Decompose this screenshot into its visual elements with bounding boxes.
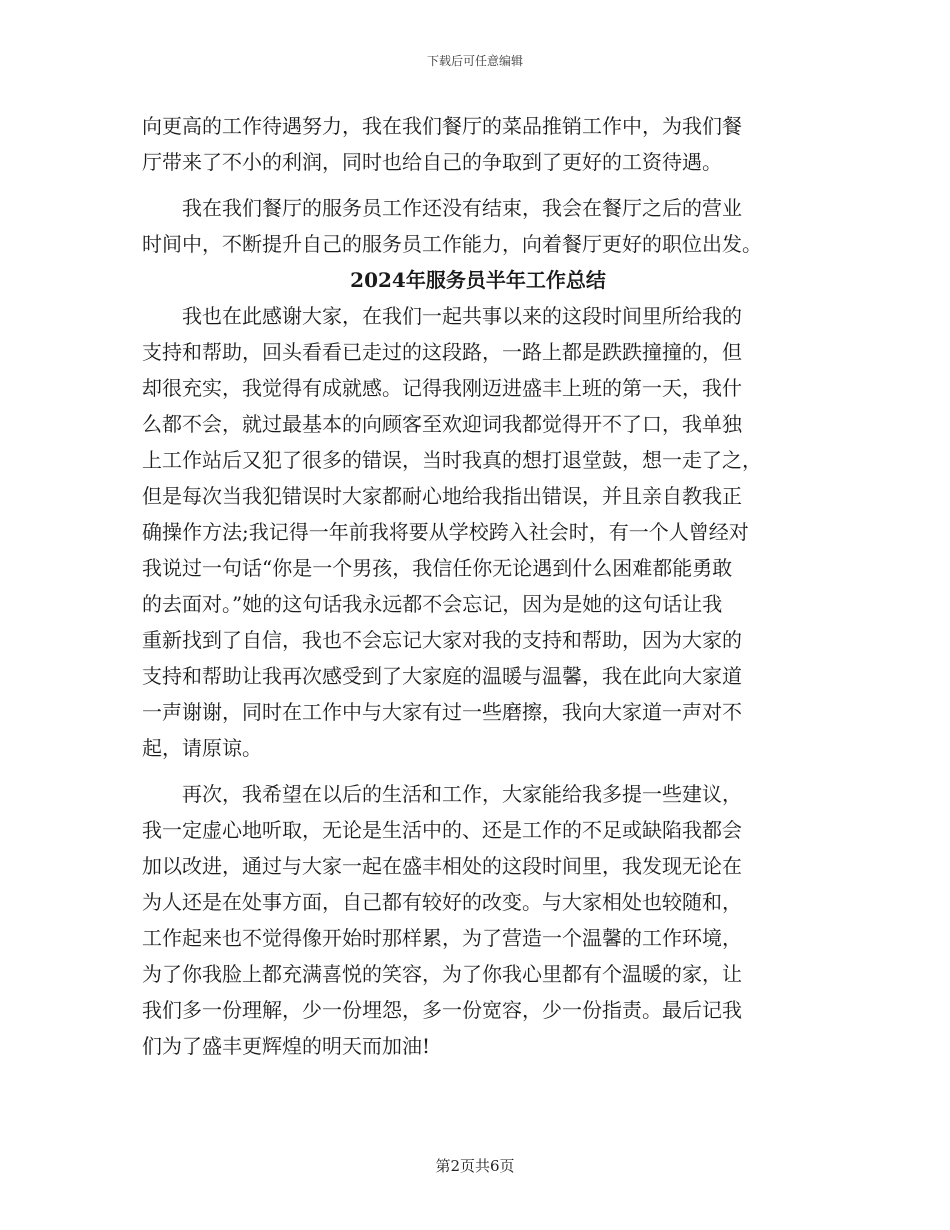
page-header-note: 下载后可任意编辑 xyxy=(426,54,523,68)
text-line: 我也在此感谢大家，在我们一起共事以来的这段时间里所给我的 xyxy=(142,304,742,328)
document-body xyxy=(142,108,804,1064)
text-line: 们为了盛丰更辉煌的明天而加油! xyxy=(142,1034,431,1058)
document-title: 2024年服务员半年工作总结 xyxy=(350,268,606,292)
text-line: 上工作站后又犯了很多的错误，当时我真的想打退堂鼓，想一走了之， xyxy=(142,448,762,472)
paragraph-continued xyxy=(142,108,804,180)
text-line: 的去面对。”她的这句话我永远都不会忘记，因为是她的这句话让我 xyxy=(142,592,723,616)
text-line: 支持和帮助让我再次感受到了大家庭的温暖与温馨，我在此向大家道 xyxy=(142,664,742,688)
text-line: 重新找到了自信，我也不会忘记大家对我的支持和帮助，因为大家的 xyxy=(142,628,742,652)
text-line: 确操作方法;我记得一年前我将要从学校跨入社会时，有一个人曾经对 xyxy=(142,520,749,544)
paragraph-conclusion xyxy=(142,190,804,262)
text-line: 我说过一句话“你是一个男孩，我信任你无论遇到什么困难都能勇敢 xyxy=(142,556,733,580)
text-line: 工作起来也不觉得像开始时那样累，为了营造一个温馨的工作环境， xyxy=(142,926,742,950)
text-line: 么都不会，就过最基本的向顾客至欢迎词我都觉得开不了口，我单独 xyxy=(142,412,742,436)
text-line: 支持和帮助，回头看看已走过的这段路，一路上都是跌跌撞撞的，但 xyxy=(142,340,742,364)
text-line: 厅带来了不小的利润，同时也给自己的争取到了更好的工资待遇。 xyxy=(142,150,722,174)
paragraph-hope xyxy=(142,776,804,1064)
text-line: 我一定虚心地听取，无论是生活中的、还是工作的不足或缺陷我都会 xyxy=(142,818,742,842)
text-line: 再次，我希望在以后的生活和工作，大家能给我多提一些建议， xyxy=(142,782,742,806)
text-line: 向更高的工作待遇努力，我在我们餐厅的菜品推销工作中，为我们餐 xyxy=(142,114,742,138)
text-line: 我在我们餐厅的服务员工作还没有结束，我会在餐厅之后的营业 xyxy=(142,196,742,220)
text-line: 起，请原谅。 xyxy=(142,736,262,760)
text-line: 加以改进，通过与大家一起在盛丰相处的这段时间里，我发现无论在 xyxy=(142,854,742,878)
text-line: 为人还是在处事方面，自己都有较好的改变。与大家相处也较随和， xyxy=(142,890,742,914)
text-line: 却很充实，我觉得有成就感。记得我刚迈进盛丰上班的第一天，我什 xyxy=(142,376,742,400)
text-line: 时间中，不断提升自己的服务员工作能力，向着餐厅更好的职位出发。 xyxy=(142,232,762,256)
page-number: 第2页共6页 xyxy=(435,1157,515,1175)
text-line: 但是每次当我犯错误时大家都耐心地给我指出错误，并且亲自教我正 xyxy=(142,484,742,508)
text-line: 一声谢谢，同时在工作中与大家有过一些磨擦，我向大家道一声对不 xyxy=(142,700,742,724)
text-line: 为了你我脸上都充满喜悦的笑容，为了你我心里都有个温暖的家，让 xyxy=(142,962,742,986)
paragraph-thanks xyxy=(142,298,804,766)
text-line: 我们多一份理解，少一份埋怨，多一份宽容，少一份指责。最后记我 xyxy=(142,998,742,1022)
